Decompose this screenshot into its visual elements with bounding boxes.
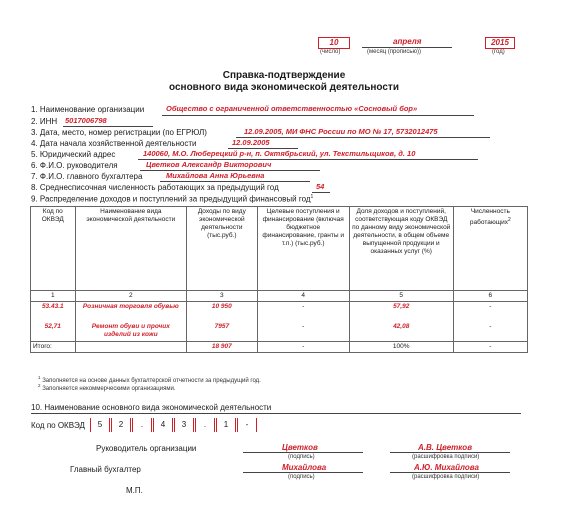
col-num: 2 <box>75 291 187 302</box>
field-income-label: 9. Распределение доходов и поступлений за предыдущий финансовый год$^1$ <box>31 194 314 204</box>
stamp-label: М.П. <box>126 486 143 495</box>
th-targeted: Целевые поступления и финансирование (включая бюджетное финансирование, гранты и т.п.) (тыс.руб.) <box>257 207 349 291</box>
okved-digit: 4 <box>153 418 173 432</box>
col-num: 5 <box>349 291 453 302</box>
th-staff: Численность работающих$^2$ <box>453 207 527 291</box>
date-month-line <box>362 47 452 48</box>
field-accountant-value: Михайлова Анна Юрьевна <box>166 171 265 180</box>
sig-director-sign: Цветков <box>282 443 318 452</box>
sig-accountant-name-caption: (расшифровка подписи) <box>412 474 480 480</box>
field-start-label: 4. Дата начала хозяйственной деятельности <box>31 139 197 148</box>
sig-accountant-role: Главный бухгалтер <box>70 465 141 474</box>
okved-digit: . <box>195 418 215 432</box>
field-start-value: 12.09.2005 <box>232 138 270 147</box>
field-org-label: 1. Наименование организации <box>31 105 145 114</box>
field-staff-label: 8. Среднесписочная численность работающих за предыдущий год <box>31 183 279 192</box>
col-num: 6 <box>453 291 527 302</box>
field-reg-value: 12.09.2005, МИ ФНС России по МО № 17, 5732012475 <box>244 127 438 136</box>
field-address-value: 140060, М.О. Люберецкий р-н, п. Октябрьский, ул. Текстильщиков, д. 10 <box>143 149 416 158</box>
th-income: Доходы по виду экономической деятельности (тыс.руб.) <box>187 207 258 291</box>
footnote-mark: 1 <box>310 194 314 200</box>
th-activity: Наименование вида экономической деятельности <box>75 207 187 291</box>
field-inn-label: 2. ИНН <box>31 117 58 126</box>
sig-director-name: А.В. Цветков <box>418 443 473 452</box>
table-total-row: Итого: 18 907 - 100% - <box>31 342 528 353</box>
field-inn-value: 5017006798 <box>65 116 107 125</box>
field-reg-label: 3. Дата, место, номер регистрации (по ЕГРЮЛ) <box>31 128 207 137</box>
okved-digit: 2 <box>111 418 131 432</box>
okved-digit: . <box>132 418 152 432</box>
col-num: 4 <box>257 291 349 302</box>
okved-digit: 5 <box>90 418 110 432</box>
sig-director-role: Руководитель организации <box>96 444 197 453</box>
date-year-caption: (год) <box>492 49 505 55</box>
sig-accountant-sign: Михайлова <box>282 463 327 472</box>
section10-label: 10. Наименование основного вида экономической деятельности <box>31 403 272 412</box>
table-row: 52,71 Ремонт обуви и прочих изделий из кожи 7957 - 42,08 - <box>31 322 528 342</box>
date-day: 10 <box>318 37 350 49</box>
table-row: 53.43.1 Розничная торговля обувью 10 950 - 57,92 - <box>31 302 528 322</box>
date-month: апреля <box>393 37 422 46</box>
okved-digit: 1 <box>216 418 236 432</box>
okved-digit: - <box>237 418 257 432</box>
sig-director-name-caption: (расшифровка подписи) <box>412 454 480 460</box>
okved-label: Код по ОКВЭД <box>31 421 85 430</box>
date-month-caption: (месяц (прописью)) <box>367 49 421 55</box>
footnote-2: $^2$ Заполняется некоммерческими организациями. <box>38 383 176 392</box>
sig-director-sign-caption: (подпись) <box>288 454 315 460</box>
date-day-caption: (число) <box>320 49 341 55</box>
doc-title-line1: Справка-подтверждение <box>222 70 346 81</box>
sig-accountant-sign-caption: (подпись) <box>288 474 315 480</box>
footnote-1: $^1$ Заполняется на основе данных бухгалтерской отчетности за предыдущий год. <box>38 375 261 384</box>
th-okved: Код по ОКВЭД <box>31 207 76 291</box>
col-num: 1 <box>31 291 76 302</box>
field-address-label: 5. Юридический адрес <box>31 150 116 159</box>
field-staff-value: 54 <box>316 182 325 191</box>
field-director-label: 6. Ф.И.О. руководителя <box>31 161 118 170</box>
date-year: 2015 <box>485 37 515 49</box>
sig-accountant-name: А.Ю. Михайлова <box>414 463 479 472</box>
th-share: Доля доходов и поступлений, соответствующая коду ОКВЭД по данному виду экономической деятельности, в общем объеме выпущенной продукции и оказанных услуг (%) <box>349 207 453 291</box>
doc-title-line2: основного вида экономической деятельности <box>169 82 399 93</box>
income-table <box>30 206 528 353</box>
okved-digit: 3 <box>174 418 194 432</box>
field-director-value: Цветков Александр Викторович <box>146 160 272 169</box>
field-org-value: Общество с ограниченной ответственностью «Сосновый бор» <box>166 104 418 113</box>
field-accountant-label: 7. Ф.И.О. главного бухгалтера <box>31 172 143 181</box>
col-num: 3 <box>187 291 258 302</box>
